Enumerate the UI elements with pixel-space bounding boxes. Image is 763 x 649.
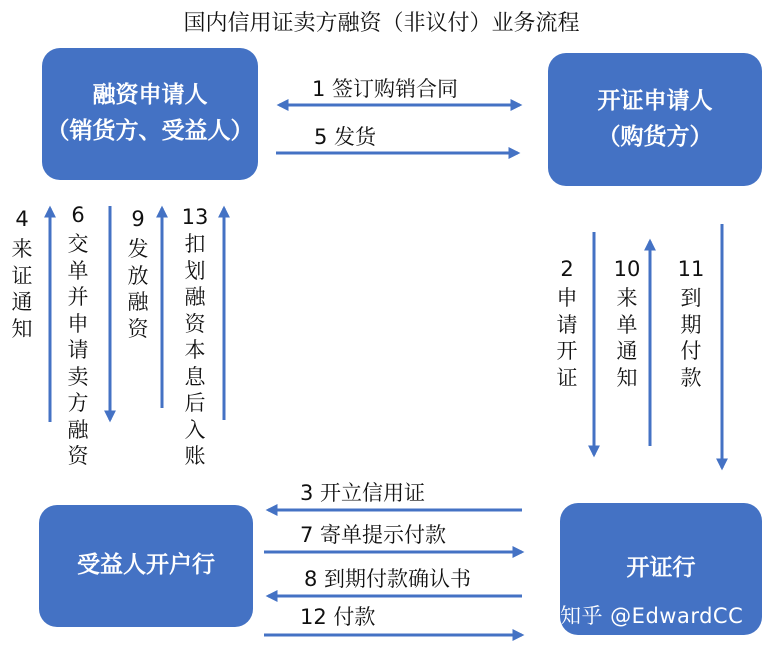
step-12-label: 12 付款 <box>300 605 376 629</box>
lc-applicant-label: 开证申请人 <box>597 87 713 114</box>
step-2-number: 2 <box>560 257 574 281</box>
step-9-number: 9 <box>131 207 145 231</box>
step-10-label: 来单通知 <box>616 286 638 390</box>
step-9-label: 发放融资 <box>127 237 149 341</box>
step-11-number: 11 <box>677 257 705 281</box>
step-4-label: 来证通知 <box>11 237 33 341</box>
issuing-bank-label: 开证行 <box>626 555 696 582</box>
step-3-label: 3 开立信用证 <box>300 481 426 505</box>
step-13-number: 13 <box>181 205 209 229</box>
step-5-label: 5 发货 <box>314 125 377 149</box>
step-1-label: 1 签订购销合同 <box>312 77 459 101</box>
diagram-title: 国内信用证卖方融资（非议付）业务流程 <box>183 11 580 36</box>
step-11-label: 到期付款 <box>680 286 702 390</box>
step-6-number: 6 <box>71 203 85 227</box>
step-8-label: 8 到期付款确认书 <box>304 567 472 591</box>
financing-applicant-label: 融资申请人 <box>92 82 208 109</box>
step-13-label: 扣划融资本息后入账 <box>184 232 206 468</box>
beneficiary-bank-label: 受益人开户行 <box>77 552 215 579</box>
watermark: 知乎 @EdwardCC <box>560 604 744 628</box>
lc-applicant-role: （购货方） <box>597 123 713 150</box>
step-10-number: 10 <box>613 257 641 281</box>
step-4-number: 4 <box>15 207 29 231</box>
step-2-label: 申请开证 <box>556 286 578 390</box>
step-6-label: 交单并申请卖方融资 <box>67 232 89 468</box>
step-7-label: 7 寄单提示付款 <box>300 523 447 547</box>
financing-applicant-role: （销货方、受益人） <box>46 118 254 144</box>
